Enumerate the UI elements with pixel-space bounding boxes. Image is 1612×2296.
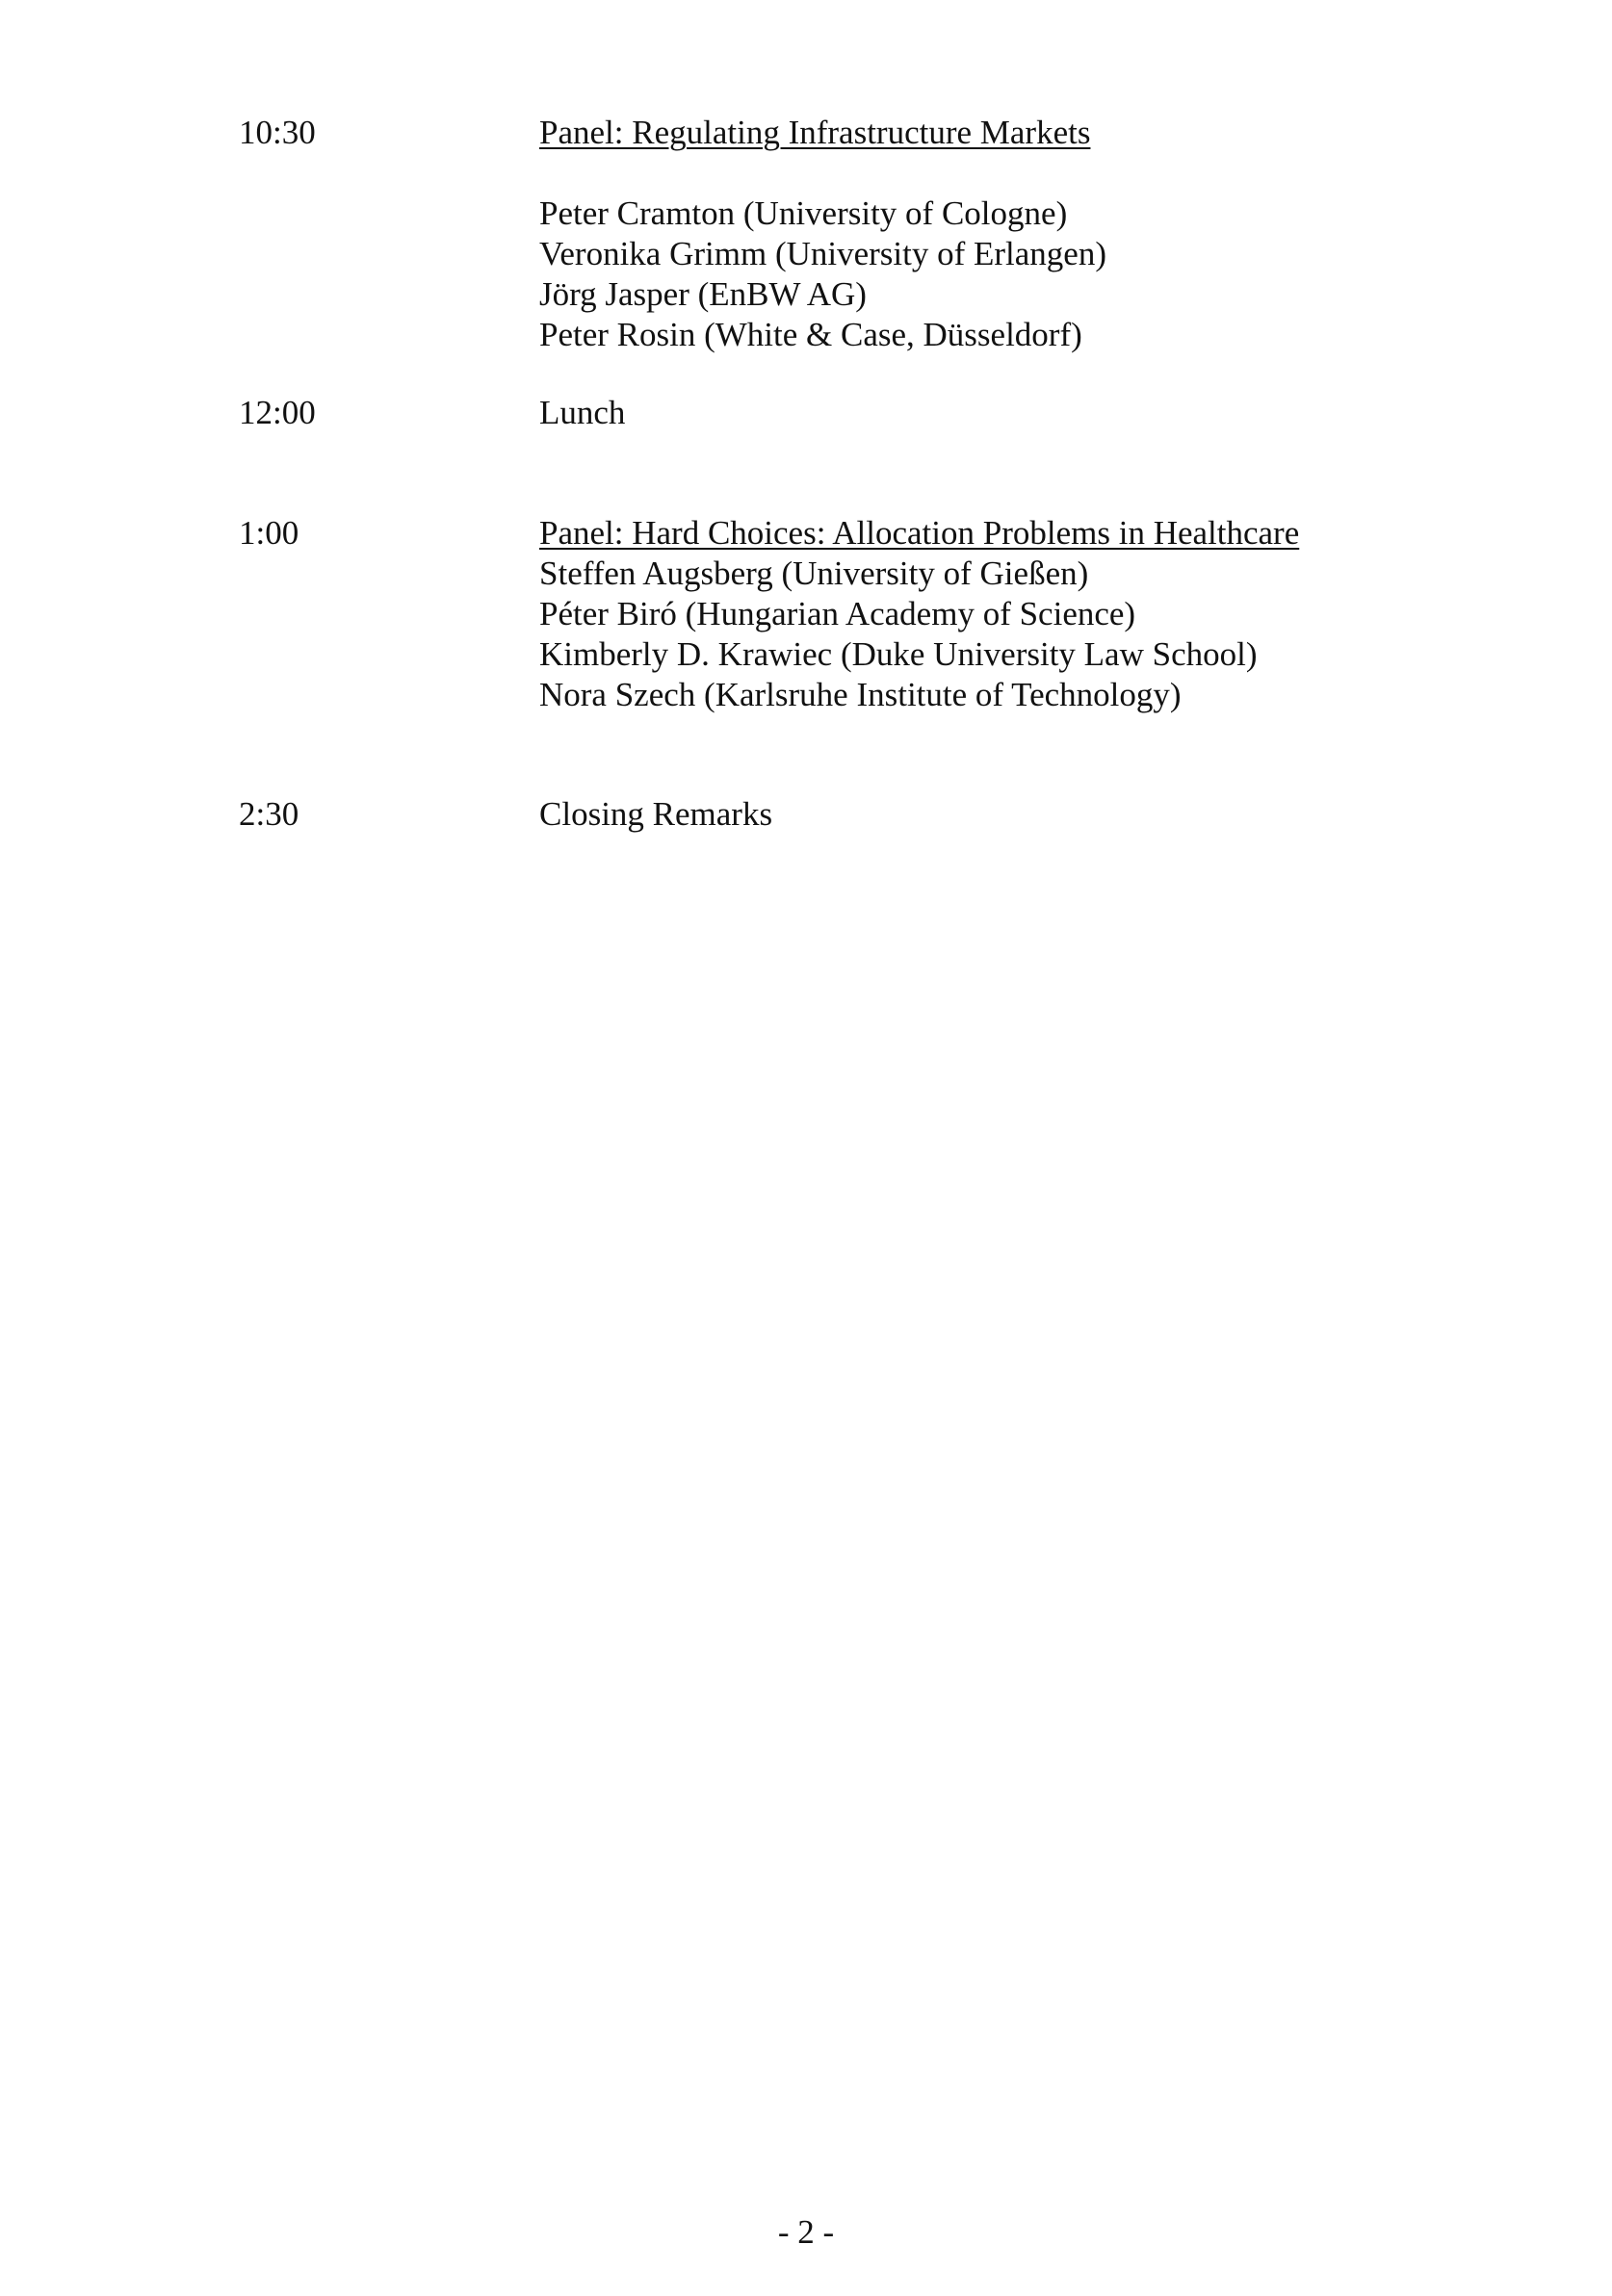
speaker-2: Veronika Grimm (University of Erlangen) [539, 235, 1107, 272]
lunch-label: Lunch [539, 394, 626, 431]
schedule-entry-regulating-infrastructure [539, 113, 1106, 355]
schedule-entry-closing-remarks [539, 794, 772, 835]
speaker-3: Kimberly D. Krawiec (Duke University Law School) [539, 635, 1258, 673]
speaker-3: Jörg Jasper (EnBW AG) [539, 275, 867, 313]
speaker-1: Peter Cramton (University of Cologne) [539, 194, 1068, 232]
speaker-4: Peter Rosin (White & Case, Düsseldorf) [539, 316, 1082, 353]
schedule-time-1030: 10:30 [239, 114, 316, 151]
panel-title-healthcare-allocation: Panel: Hard Choices: Allocation Problems in Healthcare [539, 514, 1300, 552]
speaker-1: Steffen Augsberg (University of Gießen) [539, 555, 1089, 592]
schedule-time-100: 1:00 [239, 514, 299, 552]
schedule-entry-lunch [539, 393, 625, 433]
spacer [539, 153, 1106, 193]
speaker-4: Nora Szech (Karlsruhe Institute of Technology) [539, 676, 1182, 713]
speaker-2: Péter Biró (Hungarian Academy of Science) [539, 595, 1136, 632]
schedule-entry-healthcare-allocation [539, 513, 1299, 715]
closing-remarks-label: Closing Remarks [539, 795, 773, 833]
schedule-time-230: 2:30 [239, 795, 299, 833]
schedule-time-1200: 12:00 [239, 394, 316, 431]
panel-title-regulating-infrastructure: Panel: Regulating Infrastructure Markets [539, 114, 1091, 151]
page-number: - 2 - [777, 2213, 835, 2251]
